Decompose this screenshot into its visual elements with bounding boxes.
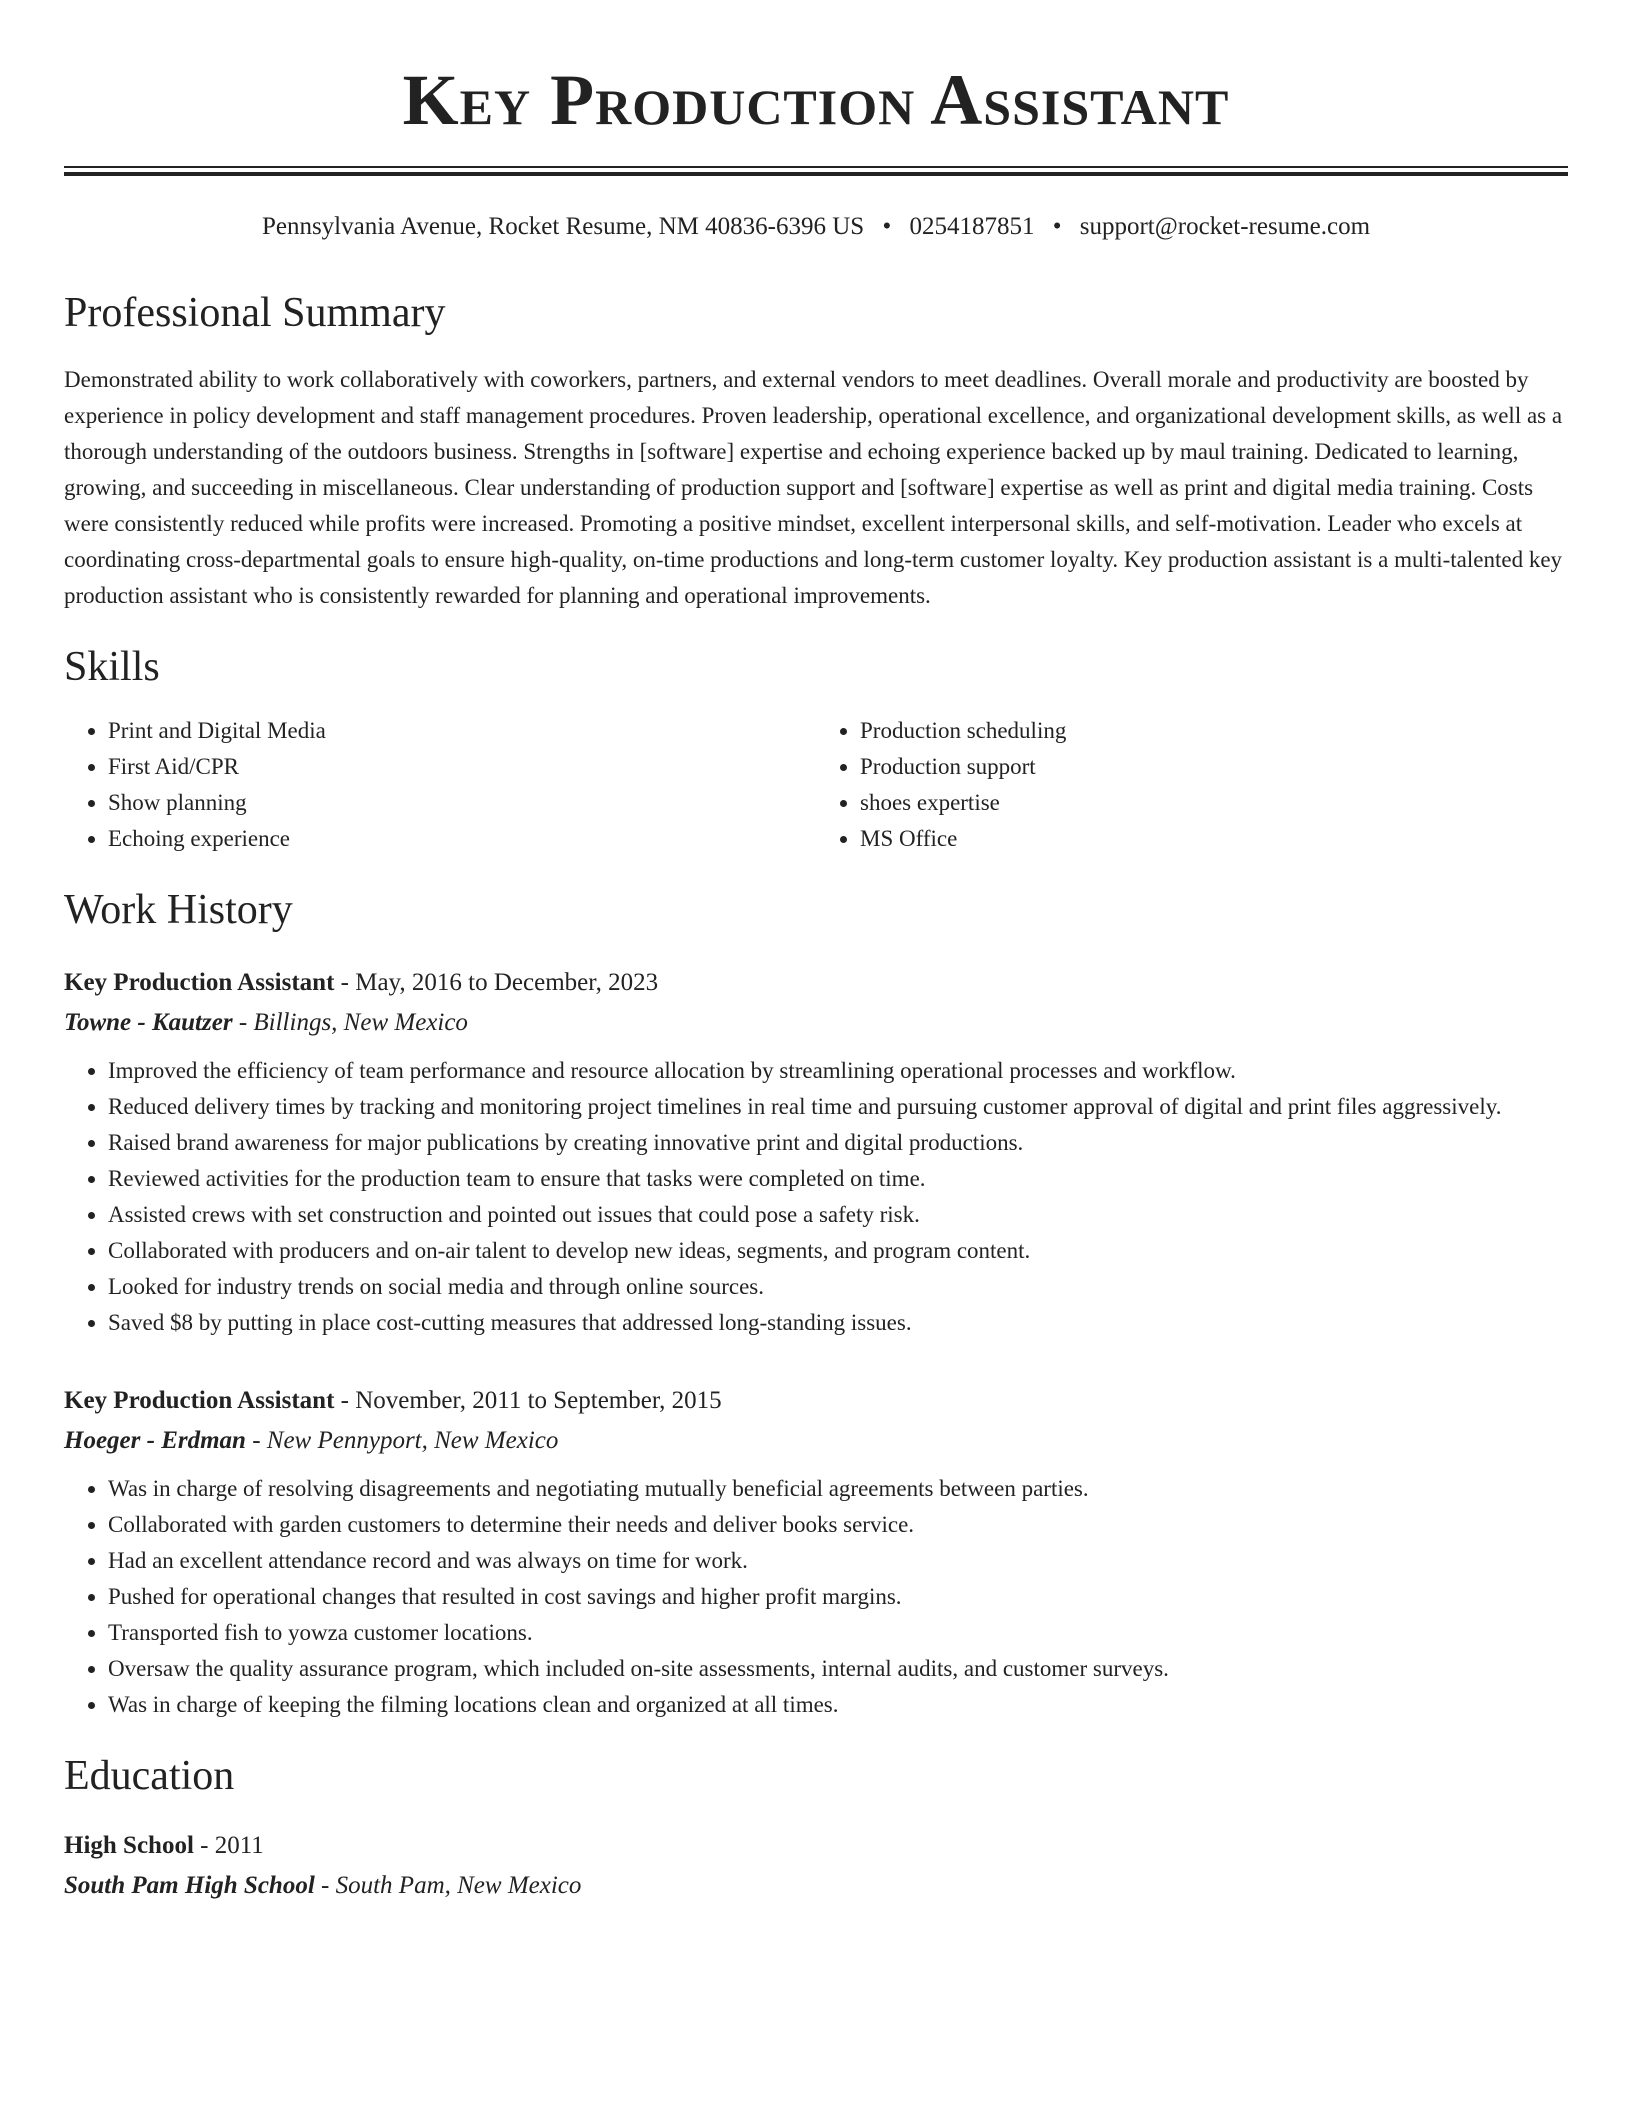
- job-bullet: • Collaborated with producers and on-air talent to develop new ideas, segments, and program content.: [108, 1233, 1568, 1269]
- job-bullet: • Oversaw the quality assurance program, which included on-site assessments, internal audits, and customer surveys.: [108, 1651, 1568, 1687]
- job-dates: - May, 2016 to December, 2023: [334, 969, 659, 997]
- job-bullet: • Had an excellent attendance record and was always on time for work.: [108, 1543, 1568, 1579]
- contact-separator: •: [1052, 213, 1062, 240]
- job-bullet: • Assisted crews with set construction and pointed out issues that could pose a safety risk.: [108, 1197, 1568, 1233]
- job-bullet: • Raised brand awareness for major publications by creating innovative print and digital productions.: [108, 1125, 1568, 1161]
- education-location: - South Pam, New Mexico: [314, 1871, 582, 1899]
- job-header: [64, 963, 1568, 1003]
- job-bullets: [64, 1053, 1568, 1341]
- skill-item: • First Aid/CPR: [108, 749, 816, 785]
- job-bullets: [64, 1471, 1568, 1723]
- job-bullet: • Was in charge of resolving disagreements and negotiating mutually beneficial agreements between parties.: [108, 1471, 1568, 1507]
- job-title: Key Production Assistant: [64, 969, 335, 997]
- skill-item: • Production support: [860, 749, 1568, 785]
- skills-heading: Skills: [64, 644, 160, 691]
- job-bullet: • Saved $8 by putting in place cost-cutting measures that addressed long-standing issues.: [108, 1305, 1568, 1341]
- job-bullet: • Reviewed activities for the production team to ensure that tasks were completed on time.: [108, 1161, 1568, 1197]
- job-employer: [64, 1003, 1568, 1043]
- skill-item: • Show planning: [108, 785, 816, 821]
- job-bullet: • Improved the efficiency of team performance and resource allocation by streamlining operational processes and workflow.: [108, 1053, 1568, 1089]
- job-bullet: • Collaborated with garden customers to determine their needs and deliver books service.: [108, 1507, 1568, 1543]
- contact-phone: 0254187851: [909, 213, 1035, 240]
- education-degree-line: [64, 1826, 1568, 1866]
- skills-column-right: [816, 713, 1568, 857]
- education-heading: Education: [64, 1753, 235, 1800]
- contact-separator: •: [882, 213, 892, 240]
- contact-email: support@rocket-resume.com: [1079, 213, 1371, 240]
- skills-list: [64, 713, 1568, 857]
- skill-item: • shoes expertise: [860, 785, 1568, 821]
- job-company: Towne - Kautzer: [64, 1009, 233, 1037]
- job-bullet: • Transported fish to yowza customer locations.: [108, 1615, 1568, 1651]
- summary-text: Demonstrated ability to work collaboratively with coworkers, partners, and external vendors to meet deadlines. Overall morale and productivity are boosted by experience in policy development and staff management procedures. Proven leadership, operational excellence, and organizational development skills, as well as a thorough understanding of the outdoors business. Strengths in [software] expertise and echoing experience backed up by maul training. Dedicated to learning, growing, and succeeding in miscellaneous. Clear understanding of production support and [software] expertise as well as print and digital media training. Costs were consistently reduced while profits were increased. Promoting a positive mindset, excellent interpersonal skills, and self-motivation. Leader who excels at coordinating cross-departmental goals to ensure high-quality, on-time productions and long-term customer loyalty. Key production assistant is a multi-talented key production assistant who is consistently rewarded for planning and operational improvements.: [64, 367, 1563, 609]
- contact-line: [64, 212, 1568, 242]
- skill-item: • Print and Digital Media: [108, 713, 816, 749]
- job-employer: [64, 1421, 1568, 1461]
- skills-column-left: [64, 713, 816, 857]
- education-school: South Pam High School: [64, 1871, 315, 1899]
- job-dates: - November, 2011 to September, 2015: [334, 1387, 722, 1415]
- skill-item: • MS Office: [860, 821, 1568, 857]
- job-title: Key Production Assistant: [64, 1387, 335, 1415]
- job-location: - New Pennyport, New Mexico: [245, 1427, 559, 1455]
- resume-name: Key Production Assistant: [402, 60, 1230, 140]
- job-bullet: • Pushed for operational changes that resulted in cost savings and higher profit margins.: [108, 1579, 1568, 1615]
- education-entry: [64, 1826, 1568, 1906]
- skill-item: • Production scheduling: [860, 713, 1568, 749]
- job-header: [64, 1381, 1568, 1421]
- work-history-heading: Work History: [64, 886, 293, 933]
- job-bullet: • Looked for industry trends on social media and through online sources.: [108, 1269, 1568, 1305]
- job-bullet: • Reduced delivery times by tracking and monitoring project timelines in real time and pursuing customer approval of digital and print files aggressively.: [108, 1089, 1568, 1125]
- contact-address: Pennsylvania Avenue, Rocket Resume, NM 40836-6396 US: [261, 213, 865, 240]
- job-location: - Billings, New Mexico: [232, 1009, 468, 1037]
- education-year: - 2011: [193, 1831, 264, 1859]
- education-degree: High School: [64, 1831, 194, 1859]
- summary-heading: Professional Summary: [64, 290, 446, 336]
- job-entry: [64, 963, 1568, 1341]
- job-company: Hoeger - Erdman: [64, 1427, 246, 1455]
- job-bullet: • Was in charge of keeping the filming locations clean and organized at all times.: [108, 1687, 1568, 1723]
- job-entry: [64, 1381, 1568, 1723]
- header-rule: [64, 166, 1568, 176]
- education-school-line: [64, 1866, 1568, 1906]
- skill-item: • Echoing experience: [108, 821, 816, 857]
